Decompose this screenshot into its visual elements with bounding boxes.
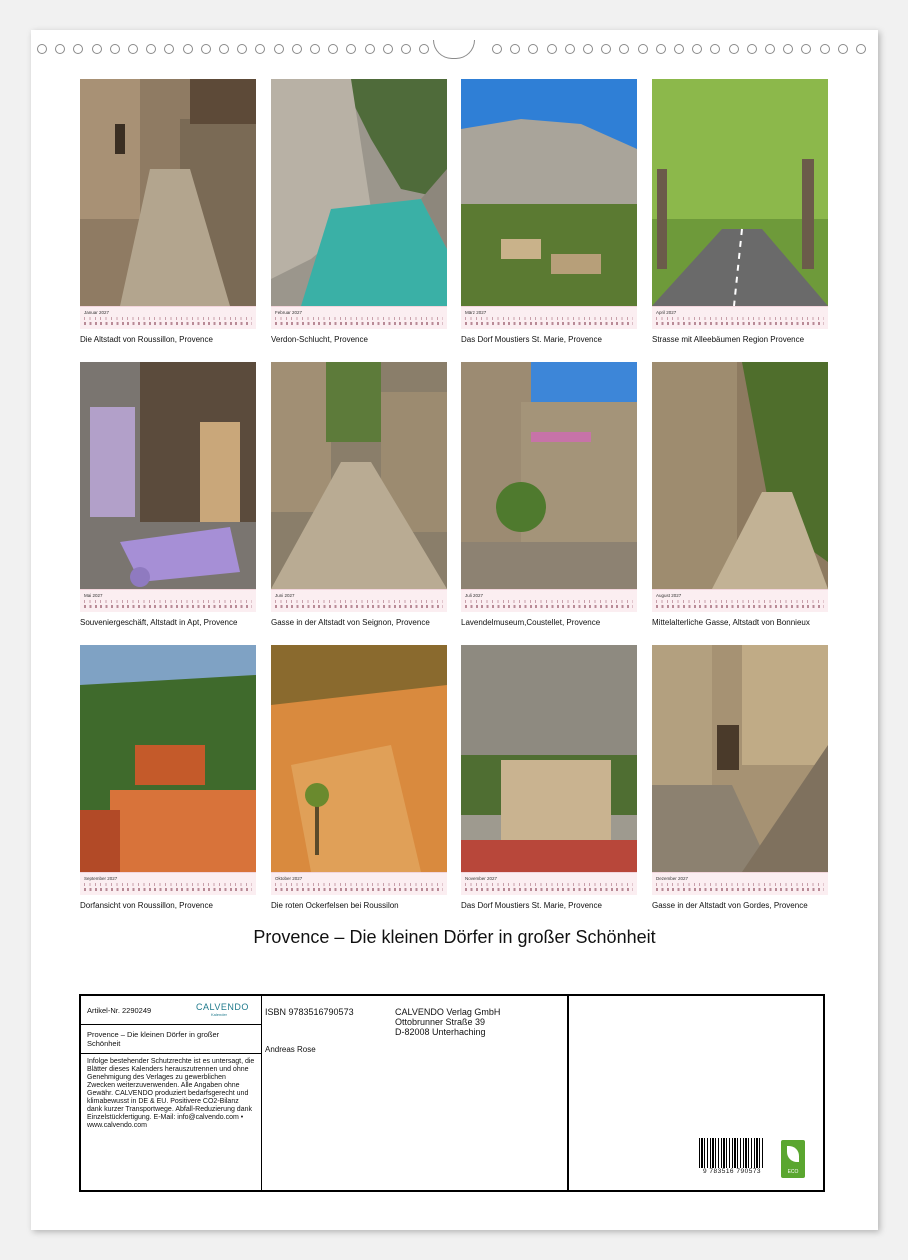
photo-caption: Die Altstadt von Roussillon, Provence [80, 335, 213, 344]
barcode-bars [699, 1138, 765, 1168]
barcode [699, 1138, 765, 1176]
month-grid [652, 589, 828, 612]
binding-ring [820, 44, 830, 54]
binding-ring [110, 44, 120, 54]
photo-june [271, 362, 447, 589]
photo-april [652, 79, 828, 306]
month-grid [652, 306, 828, 329]
info-middle-column [262, 996, 569, 1190]
binding-ring [183, 44, 193, 54]
binding-ring [692, 44, 702, 54]
month-label: Februar 2027 [275, 310, 303, 315]
photo-caption: Strasse mit Alleebäumen Region Provence [652, 335, 805, 344]
binding-ring [55, 44, 65, 54]
binding-ring [547, 44, 557, 54]
photo-september [80, 645, 256, 872]
binding-ring [346, 44, 356, 54]
photo-october [271, 645, 447, 872]
binding-ring [710, 44, 720, 54]
month-label: November 2027 [465, 876, 498, 881]
binding-ring [92, 44, 102, 54]
month-label: August 2027 [656, 593, 682, 598]
calendar-title: Provence – Die kleinen Dörfer in großer Schönheit [253, 927, 656, 947]
photo-caption: Mittelalterliche Gasse, Altstadt von Bonnieux [652, 618, 810, 627]
binding-ring [856, 44, 866, 54]
eco-badge [781, 1140, 805, 1178]
binding-ring [656, 44, 666, 54]
photo-caption: Dorfansicht von Roussillon, Provence [80, 901, 213, 910]
binding-ring [146, 44, 156, 54]
binding-rings [31, 40, 878, 64]
binding-ring [237, 44, 247, 54]
month-grid [80, 872, 256, 895]
binding-ring [201, 44, 211, 54]
leaf-icon [787, 1146, 799, 1162]
binding-ring [601, 44, 611, 54]
article-cell [81, 996, 261, 1025]
binding-ring [383, 44, 393, 54]
info-left-column [81, 996, 262, 1190]
binding-ring [419, 44, 429, 54]
binding-ring [365, 44, 375, 54]
calvendo-logo: CALVENDO [196, 1002, 249, 1012]
binding-ring [583, 44, 593, 54]
month-grid [461, 306, 637, 329]
calvendo-logo-sub: Kalender [211, 1012, 228, 1017]
binding-ring [401, 44, 411, 54]
calendar-sheet [31, 30, 878, 1230]
legal-text: Infolge bestehender Schutzrechte ist es untersagt, die Blätter dieses Kalenders herauszutrennen und ohne Genehmigung des Verlages zu gewerblichen Zwecken weiterzuverwenden. Alle Angaben ohne Gewähr. CALVENDO produziert bedarfsgerecht und klimabewusst in DE & EU. Positivere CO2-Bilanz dank kurzer Transportwege. Abfall-Reduzierung dank Einzelstückfertigung. E-Mail: info@calvendo.com • www.calvendo.com [87, 1058, 255, 1129]
binding-ring [328, 44, 338, 54]
photo-january [80, 79, 256, 306]
publisher-street: Ottobrunner Straße 39 [395, 1017, 486, 1027]
binding-ring [492, 44, 502, 54]
photo-march [461, 79, 637, 306]
binding-ring [638, 44, 648, 54]
calendar-title-cell [81, 1025, 261, 1054]
binding-ring [274, 44, 284, 54]
binding-ring [619, 44, 629, 54]
month-grid [80, 306, 256, 329]
month-grid [461, 872, 637, 895]
publisher-city: D-82008 Unterhaching [395, 1027, 486, 1037]
photo-caption: Das Dorf Moustiers St. Marie, Provence [461, 335, 602, 344]
author: Andreas Rose [265, 1045, 316, 1054]
binding-ring [765, 44, 775, 54]
info-right-column [569, 996, 823, 1190]
hanger-hook [433, 40, 475, 59]
month-label: September 2027 [84, 876, 118, 881]
month-label: März 2027 [465, 310, 487, 315]
binding-ring [73, 44, 83, 54]
photo-december [652, 645, 828, 872]
month-label: Juli 2027 [465, 593, 484, 598]
publisher-name: CALVENDO Verlag GmbH [395, 1007, 501, 1017]
binding-ring [310, 44, 320, 54]
photo-august [652, 362, 828, 589]
binding-ring [255, 44, 265, 54]
photo-caption: Souveniergeschäft, Altstadt in Apt, Provence [80, 618, 238, 627]
binding-ring [801, 44, 811, 54]
photo-caption: Gasse in der Altstadt von Gordes, Provence [652, 901, 808, 910]
isbn: ISBN 9783516790573 [265, 1007, 354, 1017]
photo-caption: Lavendelmuseum,Coustellet, Provence [461, 618, 601, 627]
photo-november [461, 645, 637, 872]
photo-caption: Die roten Ockerfelsen bei Roussilon [271, 901, 399, 910]
binding-ring [37, 44, 47, 54]
binding-ring [164, 44, 174, 54]
month-label: Oktober 2027 [275, 876, 303, 881]
barcode-number: 9 783516 790573 [702, 1168, 762, 1175]
binding-ring [510, 44, 520, 54]
info-box [79, 994, 825, 1192]
month-label: Juni 2027 [275, 593, 295, 598]
binding-ring [838, 44, 848, 54]
eco-label: ECO [787, 1169, 799, 1175]
month-grid [271, 589, 447, 612]
photo-caption: Verdon-Schlucht, Provence [271, 335, 368, 344]
photo-february [271, 79, 447, 306]
binding-ring [565, 44, 575, 54]
month-grid [461, 589, 637, 612]
binding-ring [729, 44, 739, 54]
article-number: Artikel-Nr. 2290249 [87, 1006, 152, 1015]
month-grid [271, 306, 447, 329]
month-label: Dezember 2027 [656, 876, 689, 881]
publisher-address [395, 1007, 500, 1037]
calendar-title-small: Provence – Die kleinen Dörfer in großer Schönheit [87, 1030, 220, 1048]
binding-ring [292, 44, 302, 54]
photo-caption: Das Dorf Moustiers St. Marie, Provence [461, 901, 602, 910]
photo-may [80, 362, 256, 589]
month-grid [271, 872, 447, 895]
binding-ring [674, 44, 684, 54]
month-label: Januar 2027 [84, 310, 110, 315]
month-label: Mai 2027 [84, 593, 103, 598]
photo-caption: Gasse in der Altstadt von Seignon, Provence [271, 618, 430, 627]
binding-ring [783, 44, 793, 54]
month-grid [80, 589, 256, 612]
binding-ring [747, 44, 757, 54]
month-label: April 2027 [656, 310, 677, 315]
binding-ring [128, 44, 138, 54]
photo-july [461, 362, 637, 589]
binding-ring [219, 44, 229, 54]
binding-ring [528, 44, 538, 54]
month-grid [652, 872, 828, 895]
